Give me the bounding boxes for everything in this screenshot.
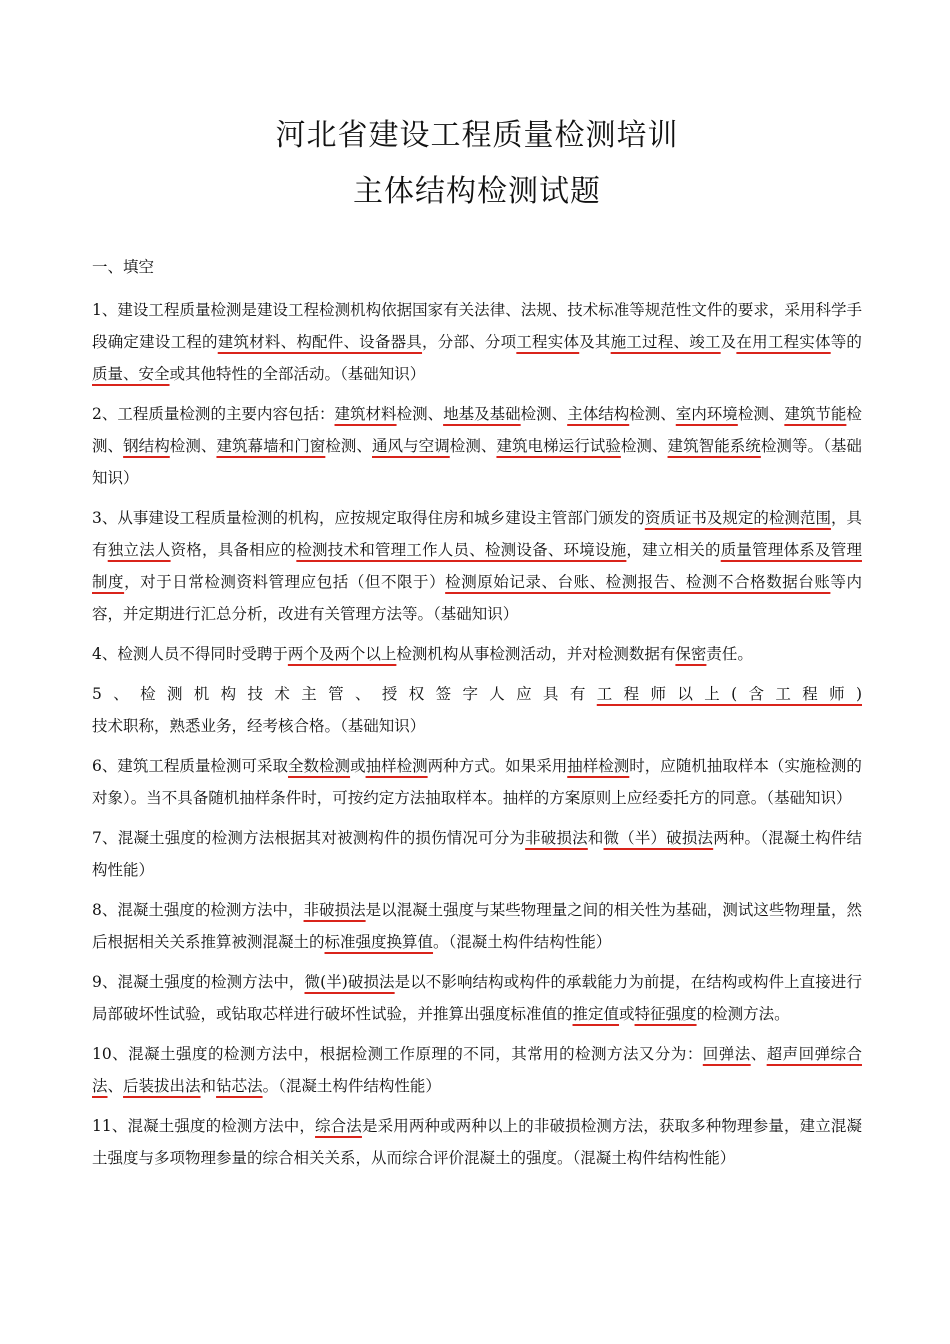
question-text: 6、建筑工程质量检测可采取 [92,757,289,775]
answer-underlined: 施工过程、竣工 [610,333,721,351]
question-text: 检测、 [629,405,676,423]
question-item [92,294,862,390]
question-text: 资格，具备相应的 [170,541,297,559]
question-text: 9、混凝土强度的检测方法中， [92,973,305,991]
question-text: 检测、 [520,405,568,423]
question-list [92,294,862,1174]
answer-underlined: 后装拔出法 [123,1077,201,1095]
answer-underlined: 建筑幕墙和门窗 [216,437,326,455]
answer-underlined: 独立法人 [107,541,171,559]
answer-underlined: 非破损法 [525,829,588,847]
question-text: 8、混凝土强度的检测方法中， [92,901,304,919]
question-text: 和 [200,1077,217,1095]
question-text: 检测、 [449,437,497,455]
answer-underlined: 微（半）破损法 [603,829,714,847]
answer-underlined: 建筑材料 [334,405,397,423]
question-text: 等内容，并定期进行汇总分析，改进有关管理方法等。（基础知识） [92,573,862,623]
question-text: 及其 [579,333,611,351]
answer-underlined: 检测技术和管理工作人员、检测设备、环境设施 [296,541,627,559]
question-text: 等的 [830,333,862,351]
answer-underlined: 工程师以上(含工程师) [596,685,862,703]
question-text: 检测、 [325,437,372,455]
question-text: 的检测方法。 [696,1005,790,1023]
answer-underlined: 建筑节能 [784,405,847,423]
answer-underlined: 超声回弹综合法 [92,1045,862,1095]
question-text: 。（混凝土构件结构性能） [262,1077,441,1095]
answer-underlined: 抽样检测 [567,757,630,775]
question-text: 是以混凝土强度与某些物理量之间的相关性为基础，测试这些物理量，然后根据相关关系推算被测混凝土的 [92,901,862,951]
answer-underlined: 保密 [675,645,707,663]
document-title: 河北省建设工程质量检测培训 [275,118,679,153]
question-text: 责任。 [706,645,753,663]
answer-underlined: 标准强度换算值 [324,933,434,951]
question-text: 。（混凝土构件结构性能） [433,933,612,951]
question-text: 4、检测人员不得同时受聘于 [92,645,288,663]
question-item [92,966,862,1030]
question-text: 是采用两种或两种以上的非破损检测方法，获取多种物理参量，建立混凝土强度与多项物理参量的综合相关关系，从而综合评价混凝土的强度。（混凝土构件结构性能） [92,1117,862,1167]
question-text: 检测、 [737,405,785,423]
question-text: 检测、 [396,405,444,423]
answer-underlined: 钻芯法 [216,1077,263,1095]
question-text: 2、工程质量检测的主要内容包括： [92,405,335,423]
question-text: ，对于日常检测资料管理应包括（但不限于） [124,573,446,591]
question-text: ，建立相关的 [626,541,721,559]
question-item [92,398,862,494]
question-text: 检测机构从事检测活动，并对检测数据有 [396,645,676,663]
question-text: ，分部、分项 [422,333,517,351]
section-heading: 一、填空 [92,258,155,276]
answer-underlined: 建筑电梯运行试验 [496,437,621,455]
answer-underlined: 资质证书及规定的检测范围 [644,509,831,527]
question-text: 或 [619,1005,635,1023]
question-item [92,502,862,630]
question-text: ，具有 [92,509,862,559]
answer-underlined: 地基及基础 [443,405,521,423]
answer-underlined: 检测原始记录、台账、检测报告、检测不合格数据台账 [445,573,831,591]
answer-underlined: 建筑智能系统 [667,437,761,455]
answer-underlined: 在用工程实体 [736,333,831,351]
question-text: 1、建设工程质量检测是建设工程检测机构依据国家有关法律、法规、技术标准等规范性文件的要求，采用科学手段确定建设工程的 [92,301,862,351]
question-text: 检测、 [620,437,668,455]
answer-underlined: 工程实体 [516,333,580,351]
question-item [92,1038,862,1102]
question-text: 检测、 [169,437,217,455]
answer-underlined: 质量、安全 [92,365,170,383]
document-subtitle: 主体结构检测试题 [353,174,601,209]
answer-underlined: 钢结构 [123,437,170,455]
question-text: 两种方式。如果采用 [427,757,568,775]
question-text: 两种。（混凝土构件结构性能） [92,829,862,879]
question-text: 10、混凝土强度的检测方法中，根据检测工作原理的不同，其常用的检测方法又分为： [92,1045,703,1063]
question-text: 技术职称，熟悉业务，经考核合格。（基础知识） [92,717,426,735]
answer-underlined: 全数检测 [288,757,351,775]
question-text: 或其他特性的全部活动。（基础知识） [169,365,426,383]
answer-underlined: 建筑材料、构配件、设备器具 [217,333,423,351]
question-item [92,894,862,958]
question-text: 及 [720,333,737,351]
answer-underlined: 综合法 [315,1117,362,1135]
question-text: 11、混凝土强度的检测方法中， [92,1117,316,1135]
question-text: 3、从事建设工程质量检测的机构，应按规定取得住房和城乡建设主管部门颁发的 [92,509,645,527]
answer-underlined: 通风与空调 [372,437,450,455]
question-text: 或 [350,757,366,775]
question-text: 是以不影响结构或构件的承载能力为前提，在结构或构件上直接进行局部破坏性试验，或钻取芯样进行破坏性试验，并推算出强度标准值的 [92,973,862,1023]
question-item [92,678,862,742]
question-item [92,638,862,670]
answer-underlined: 推定值 [572,1005,620,1023]
question-text: 时，应随机抽取样本（实施检测的对象）。当不具备随机抽样条件时，可按约定方法抽取样本。抽样的方案原则上应经委托方的同意。（基础知识） [92,757,862,807]
answer-underlined: 抽样检测 [365,757,428,775]
answer-underlined: 回弹法 [702,1045,751,1063]
answer-underlined: 非破损法 [303,901,366,919]
question-text: 和 [587,829,604,847]
question-text: 检测、 [92,405,862,455]
question-item [92,750,862,814]
question-text: 检测等。（基础知识） [92,437,862,487]
question-text: 7、混凝土强度的检测方法根据其对被测构件的损伤情况可分为 [92,829,526,847]
answer-underlined: 主体结构 [567,405,630,423]
question-item [92,1110,862,1174]
answer-underlined: 室内环境 [675,405,738,423]
answer-underlined: 特征强度 [634,1005,697,1023]
question-text: 、 [750,1045,767,1063]
answer-underlined: 质量管理体系及管理制度 [92,541,862,591]
answer-underlined: 微(半)破损法 [304,973,395,991]
answer-underlined: 两个及两个以上 [287,645,397,663]
question-text: 、 [107,1077,124,1095]
question-text: 5、检测机构技术主管、授权签字人应具有 [92,685,597,703]
question-item [92,822,862,886]
